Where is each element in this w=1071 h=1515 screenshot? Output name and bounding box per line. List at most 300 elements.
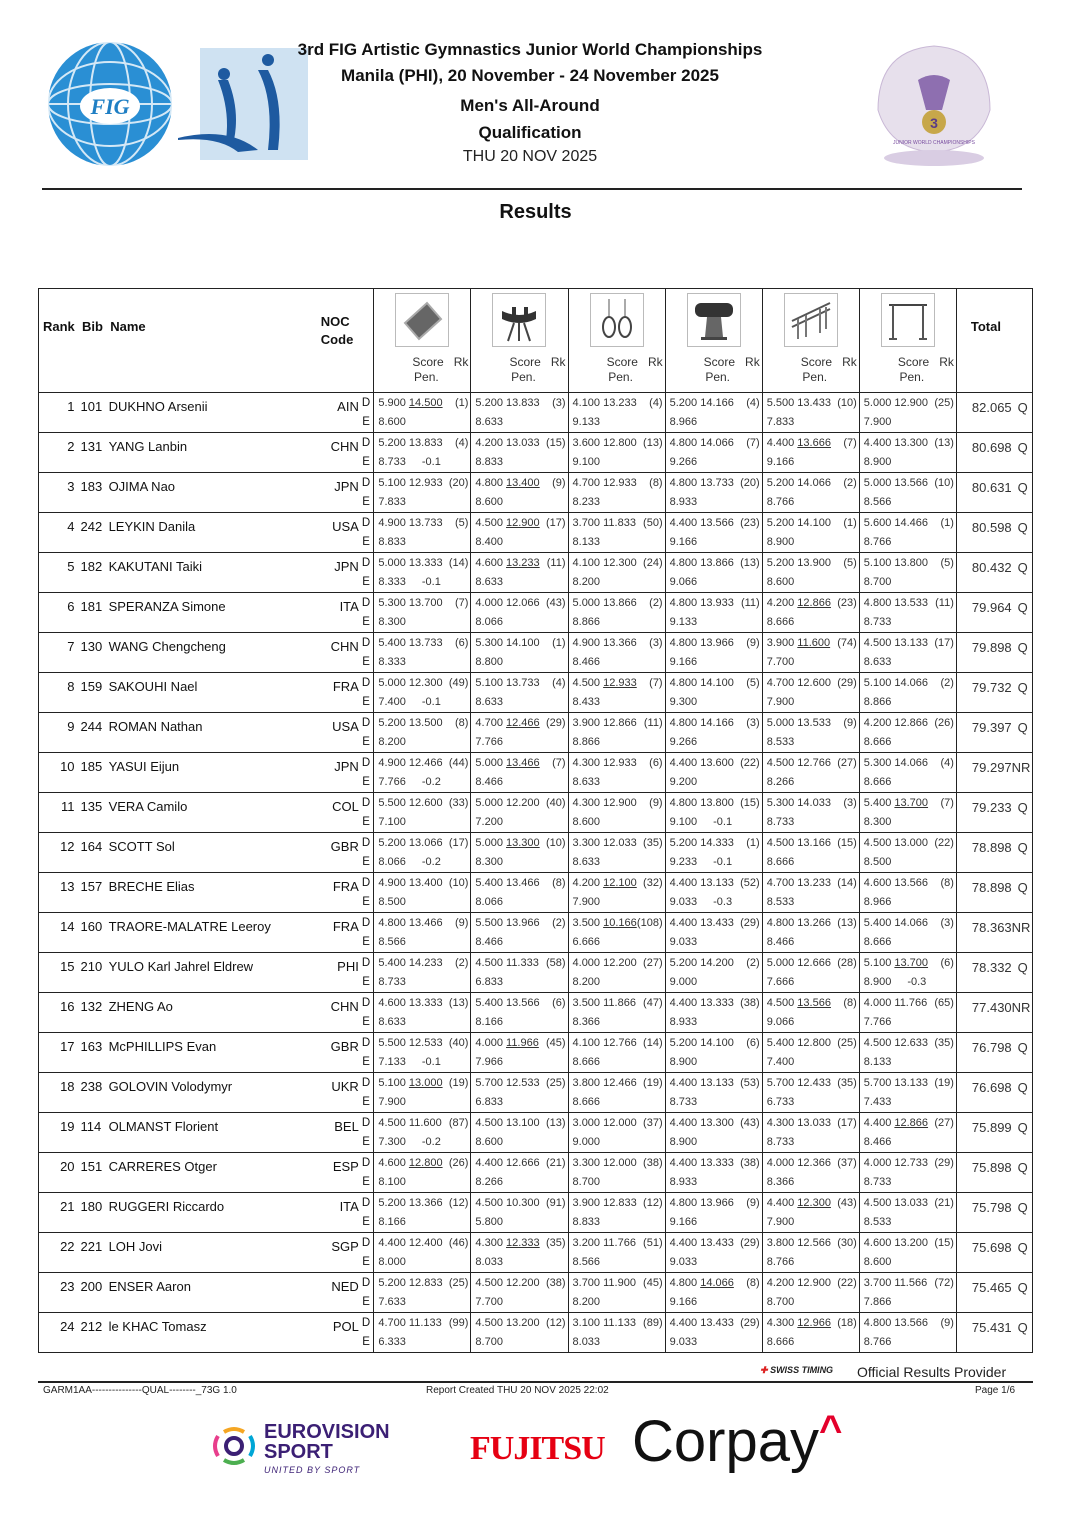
athlete-name: SAKOUHI Nael — [109, 673, 321, 713]
d-score: 4.000 — [475, 1037, 503, 1049]
floor-exercise-score-cell — [374, 1313, 471, 1353]
final-score: 13.033 — [894, 1197, 929, 1209]
e-score: 8.733 — [766, 816, 795, 828]
d-and-final — [864, 554, 928, 573]
d-score-line — [475, 634, 565, 653]
d-and-final — [573, 674, 637, 693]
e-score: 8.333 — [378, 656, 406, 668]
final-score: 14.066 — [700, 437, 734, 449]
d-label: D — [361, 1317, 371, 1329]
d-score-line — [767, 674, 857, 693]
e-score-line — [378, 653, 468, 672]
total-cell — [956, 793, 1032, 833]
apparatus-rank: (12) — [643, 1197, 663, 1209]
final-score: 12.933 — [603, 757, 637, 769]
apparatus-rank: (47) — [643, 997, 663, 1009]
total-score: 75.698 — [971, 1240, 1012, 1255]
apparatus-rank: (14) — [837, 877, 857, 889]
d-and-final — [864, 634, 928, 653]
e-label: E — [362, 976, 370, 988]
apparatus-rank: (13) — [740, 557, 760, 569]
bib-cell: 159 — [75, 673, 109, 713]
d-score-line — [475, 1114, 565, 1133]
still-rings-score-cell — [568, 1073, 665, 1113]
apparatus-rank: (8) — [454, 717, 469, 729]
floor-exercise-score-cell — [374, 1073, 471, 1113]
parallel-bars-score-cell — [762, 433, 859, 473]
e-score: 7.833 — [766, 416, 795, 428]
header-parallel-bars: Score Rk Pen. — [762, 289, 859, 393]
apparatus-rank: (3) — [746, 717, 760, 729]
athlete-name: ROMAN Nathan — [109, 713, 321, 753]
penalty: -0.3 — [713, 896, 733, 908]
total-score: 80.432 — [971, 560, 1012, 575]
e-score-line — [475, 893, 565, 912]
e-score-line — [864, 613, 954, 632]
final-score: 12.900 — [894, 397, 929, 409]
apparatus-rank: (32) — [643, 877, 663, 889]
horizontal-bar-score-cell — [859, 1153, 956, 1193]
e-score-line — [475, 773, 565, 792]
athlete-name: DUKHNO Arsenii — [109, 393, 321, 433]
e-score-line — [378, 493, 468, 512]
e-score: 8.633 — [475, 576, 503, 588]
noc-code: COL — [321, 793, 359, 833]
e-score-line — [670, 453, 760, 472]
d-score-line — [767, 594, 857, 613]
bib-cell: 181 — [75, 593, 109, 633]
apparatus-rank: (23) — [740, 517, 760, 529]
results-body — [39, 393, 1033, 1353]
e-score-line — [864, 1253, 954, 1272]
d-score-line — [475, 754, 565, 773]
floor-exercise-score-cell — [374, 433, 471, 473]
e-score-line — [767, 1093, 857, 1112]
table-row — [39, 553, 1033, 593]
table-row — [39, 473, 1033, 513]
d-score: 5.400 — [863, 917, 892, 929]
vault-score-cell — [665, 1153, 762, 1193]
official-provider-text: Official Results Provider — [857, 1364, 1007, 1380]
floor-exercise-score-cell — [374, 793, 471, 833]
apparatus-rank: (1) — [746, 837, 760, 849]
d-score: 4.400 — [669, 757, 698, 769]
floor-exercise-score-cell — [374, 1033, 471, 1073]
floor-exercise-score-cell — [374, 913, 471, 953]
e-score-line — [767, 1133, 857, 1152]
final-score-best: 12.800 — [408, 1157, 443, 1169]
d-e-labels — [359, 473, 374, 513]
parallel-bars-score-cell — [762, 593, 859, 633]
final-score: 13.900 — [797, 557, 831, 569]
still-rings-score-cell — [568, 1273, 665, 1313]
athlete-name: SPERANZA Simone — [109, 593, 321, 633]
pommel-horse-score-cell — [471, 393, 568, 433]
e-score: 8.300 — [378, 616, 406, 628]
apparatus-rank: (5) — [940, 557, 954, 569]
vault-score-cell — [665, 433, 762, 473]
e-score-line — [573, 573, 663, 592]
apparatus-rank: (27) — [934, 1117, 954, 1129]
d-and-final — [670, 394, 734, 413]
e-score: 7.900 — [378, 1096, 406, 1108]
d-score-line — [864, 1314, 954, 1333]
final-score-best: 11.966 — [506, 1037, 539, 1049]
d-score-line — [670, 1194, 760, 1213]
total-score: 75.898 — [971, 1160, 1012, 1175]
apparatus-rank: (7) — [454, 597, 469, 609]
d-score-line — [670, 514, 760, 533]
d-and-final — [475, 514, 539, 533]
e-label: E — [362, 1056, 370, 1068]
table-row — [39, 753, 1033, 793]
d-score: 4.200 — [863, 717, 892, 729]
d-and-final — [475, 754, 539, 773]
final-score: 12.433 — [797, 1077, 831, 1089]
d-score-line — [378, 834, 468, 853]
apparatus-rank: (9) — [746, 1197, 760, 1209]
apparatus-rank: (7) — [746, 437, 760, 449]
d-score: 5.300 — [863, 757, 892, 769]
d-score-line — [864, 554, 954, 573]
floor-exercise-score-cell — [374, 1233, 471, 1273]
total-cell — [956, 433, 1032, 473]
bib-cell: 160 — [75, 913, 109, 953]
total-cell — [956, 1273, 1032, 1313]
d-and-final — [378, 674, 442, 693]
final-score: 13.433 — [700, 1317, 734, 1329]
e-score: 8.566 — [378, 936, 406, 948]
final-score: 13.566 — [894, 877, 929, 889]
d-score: 4.500 — [475, 1317, 503, 1329]
apparatus-rank: (29) — [740, 917, 760, 929]
pommel-horse-score-cell — [471, 793, 568, 833]
d-score: 3.500 — [572, 997, 601, 1009]
d-and-final — [864, 794, 928, 813]
e-score-line — [475, 613, 565, 632]
d-and-final — [670, 1314, 734, 1333]
d-and-final — [670, 434, 734, 453]
e-score-line — [767, 1293, 857, 1312]
apparatus-rank: (28) — [837, 957, 857, 969]
e-score-line — [864, 1213, 954, 1232]
e-score-line — [378, 1333, 468, 1352]
e-score: 9.000 — [572, 1136, 601, 1148]
e-score-line — [475, 1333, 565, 1352]
d-label: D — [361, 437, 371, 449]
still-rings-score-cell — [568, 793, 665, 833]
rank-cell: 17 — [39, 1033, 75, 1073]
e-score: 8.833 — [572, 1216, 601, 1228]
total-score: 78.898 — [971, 840, 1012, 855]
d-score: 4.300 — [766, 1317, 795, 1329]
e-score-line — [670, 493, 760, 512]
d-score-line — [767, 474, 857, 493]
pommel-horse-score-cell — [471, 1073, 568, 1113]
d-and-final — [573, 554, 637, 573]
horizontal-bar-score-cell — [859, 1273, 956, 1313]
d-score: 4.500 — [475, 1197, 503, 1209]
parallel-bars-score-cell — [762, 833, 859, 873]
d-score: 5.200 — [669, 957, 698, 969]
d-and-final — [864, 434, 928, 453]
d-score-line — [475, 834, 565, 853]
apparatus-rank: (7) — [940, 797, 954, 809]
d-score: 5.000 — [863, 397, 892, 409]
final-score: 12.933 — [603, 477, 637, 489]
rank-cell: 19 — [39, 1113, 75, 1153]
final-score: 14.333 — [700, 837, 734, 849]
d-score-line — [475, 714, 565, 733]
d-score-line — [767, 834, 857, 853]
d-score: 5.200 — [766, 557, 795, 569]
e-score: 9.133 — [572, 416, 601, 428]
horizontal-bar-score-cell — [859, 433, 956, 473]
d-score: 5.700 — [766, 1077, 795, 1089]
final-score-best: 12.933 — [603, 677, 637, 689]
d-score-line — [573, 1074, 663, 1093]
parallel-bars-score-cell — [762, 1233, 859, 1273]
d-score-line — [767, 634, 857, 653]
apparatus-rank: (6) — [454, 637, 469, 649]
e-score: 8.900 — [669, 1056, 698, 1068]
e-score-line — [767, 693, 857, 712]
final-score: 13.500 — [408, 717, 443, 729]
d-and-final — [767, 1114, 831, 1133]
e-score-line — [573, 1093, 663, 1112]
e-score: 8.500 — [863, 856, 892, 868]
e-score: 9.166 — [766, 456, 795, 468]
d-e-labels — [359, 513, 374, 553]
rank-cell: 24 — [39, 1313, 75, 1353]
e-score-line — [767, 493, 857, 512]
vault-score-cell — [665, 1033, 762, 1073]
d-score-line — [573, 1114, 663, 1133]
total-score: 75.798 — [971, 1200, 1012, 1215]
e-score: 8.733 — [766, 1136, 795, 1148]
d-score-line — [864, 394, 954, 413]
bib-cell: 101 — [75, 393, 109, 433]
d-and-final — [475, 674, 539, 693]
event-phase: Qualification — [478, 123, 582, 142]
e-score: 6.833 — [475, 976, 503, 988]
athlete-name: RUGGERI Riccardo — [109, 1193, 321, 1233]
d-score: 3.700 — [572, 517, 601, 529]
d-and-final — [475, 714, 539, 733]
d-score-line — [670, 754, 760, 773]
rank-cell: 10 — [39, 753, 75, 793]
d-score-line — [378, 554, 468, 573]
e-score-line — [475, 1093, 565, 1112]
e-score: 7.966 — [475, 1056, 503, 1068]
qualification-status: Q — [1017, 720, 1028, 735]
apparatus-rank: (6) — [746, 1037, 760, 1049]
final-score: 13.333 — [700, 1157, 734, 1169]
d-score: 4.800 — [669, 437, 698, 449]
e-score-line — [475, 1293, 565, 1312]
d-and-final — [670, 794, 734, 813]
e-score: 8.400 — [475, 536, 503, 548]
apparatus-rank: (24) — [643, 557, 663, 569]
e-label: E — [362, 1256, 370, 1268]
vault-score-cell — [665, 1273, 762, 1313]
e-score: 8.266 — [475, 1176, 503, 1188]
e-score: 7.900 — [572, 896, 601, 908]
e-score: 8.933 — [669, 496, 698, 508]
d-e-labels — [359, 1193, 374, 1233]
final-score: 10.300 — [506, 1197, 540, 1209]
table-row — [39, 633, 1033, 673]
e-score-line — [475, 1013, 565, 1032]
d-score-line — [767, 1274, 857, 1293]
header-vault: Score Rk Pen. — [665, 289, 762, 393]
noc-code: GBR — [321, 1033, 359, 1073]
total-score: 80.631 — [971, 480, 1012, 495]
d-and-final — [864, 1194, 928, 1213]
apparatus-rank: (3) — [843, 797, 857, 809]
final-score: 13.966 — [700, 637, 734, 649]
floor-exercise-score-cell — [374, 633, 471, 673]
e-score-line — [670, 933, 760, 952]
apparatus-rank: (35) — [837, 1077, 857, 1089]
e-label: E — [362, 896, 370, 908]
d-score: 4.200 — [766, 597, 795, 609]
e-score: 8.533 — [766, 896, 795, 908]
d-and-final — [378, 834, 442, 853]
d-score: 5.100 — [863, 557, 892, 569]
apparatus-rank: (58) — [545, 957, 566, 969]
d-score-line — [767, 1034, 857, 1053]
apparatus-rank: (7) — [649, 677, 663, 689]
vault-score-cell — [665, 913, 762, 953]
d-and-final — [378, 954, 442, 973]
penalty: -0.1 — [421, 696, 441, 708]
d-score-line — [670, 434, 760, 453]
e-score-line — [573, 1133, 663, 1152]
d-and-final — [767, 514, 831, 533]
d-score: 4.400 — [669, 1157, 698, 1169]
rank-cell: 5 — [39, 553, 75, 593]
d-score-line — [670, 1234, 760, 1253]
horizontal-bar-score-cell — [859, 1233, 956, 1273]
e-label: E — [362, 416, 370, 428]
d-and-final — [670, 674, 734, 693]
rank-cell: 15 — [39, 953, 75, 993]
table-row — [39, 1233, 1033, 1273]
d-score: 5.500 — [378, 797, 406, 809]
e-score: 8.666 — [572, 1056, 601, 1068]
d-and-final — [573, 1034, 637, 1053]
qualification-status: Q — [1017, 880, 1028, 895]
e-score: 8.633 — [863, 656, 892, 668]
final-score: 12.933 — [408, 477, 443, 489]
qualification-status: Q — [1017, 1120, 1028, 1135]
pommel-horse-score-cell — [471, 553, 568, 593]
e-score-line — [670, 733, 760, 752]
horizontal-bar-icon — [881, 293, 935, 347]
d-score-line — [864, 1034, 954, 1053]
final-score: 12.300 — [408, 677, 443, 689]
total-cell — [956, 1153, 1032, 1193]
d-and-final — [864, 674, 928, 693]
final-score: 13.133 — [700, 877, 734, 889]
d-label: D — [361, 917, 371, 929]
e-score-line — [573, 1333, 663, 1352]
svg-text:JUNIOR WORLD CHAMPIONSHIPS: JUNIOR WORLD CHAMPIONSHIPS — [893, 140, 975, 146]
noc-code: FRA — [321, 913, 359, 953]
e-score-line — [378, 1253, 468, 1272]
e-label: E — [362, 696, 370, 708]
d-score: 5.000 — [378, 677, 406, 689]
final-score: 13.366 — [603, 637, 637, 649]
e-label: E — [362, 1136, 370, 1148]
apparatus-rank: (2) — [843, 477, 857, 489]
noc-code: FRA — [321, 873, 359, 913]
e-score-line — [670, 813, 760, 832]
still-rings-score-cell — [568, 673, 665, 713]
header-rank: Rank — [43, 319, 75, 334]
rank-cell: 9 — [39, 713, 75, 753]
d-score: 4.200 — [475, 437, 503, 449]
apparatus-rank: (15) — [545, 437, 566, 449]
athlete-name: SCOTT Sol — [109, 833, 321, 873]
e-score-line — [670, 693, 760, 712]
final-score-best: 13.300 — [506, 837, 540, 849]
d-and-final — [573, 834, 637, 853]
d-and-final — [767, 874, 831, 893]
table-row — [39, 1153, 1033, 1193]
d-and-final — [670, 914, 734, 933]
e-score-line — [864, 1053, 954, 1072]
total-score: 75.431 — [971, 1320, 1012, 1335]
rank-cell: 8 — [39, 673, 75, 713]
d-score-line — [573, 1034, 663, 1053]
still-rings-score-cell — [568, 433, 665, 473]
d-score: 4.400 — [669, 997, 698, 1009]
d-score-line — [378, 1194, 468, 1213]
total-score: 80.598 — [971, 520, 1012, 535]
d-score: 5.200 — [378, 1277, 406, 1289]
total-cell — [956, 393, 1032, 433]
vault-score-cell — [665, 633, 762, 673]
d-and-final — [378, 514, 442, 533]
still-rings-score-cell — [568, 593, 665, 633]
parallel-bars-score-cell — [762, 953, 859, 993]
d-score: 4.600 — [378, 1157, 406, 1169]
e-label: E — [362, 776, 370, 788]
still-rings-score-cell — [568, 873, 665, 913]
final-score-best: 14.066 — [700, 1277, 734, 1289]
apparatus-rank: (8) — [746, 1277, 760, 1289]
final-score: 13.833 — [506, 397, 540, 409]
apparatus-rank: (9) — [843, 717, 857, 729]
final-score: 13.033 — [797, 1117, 831, 1129]
d-and-final — [670, 634, 734, 653]
horizontal-bar-score-cell — [859, 953, 956, 993]
total-score: 78.898 — [971, 880, 1012, 895]
total-cell — [956, 1033, 1032, 1073]
e-score: 8.666 — [766, 1336, 795, 1348]
d-and-final — [670, 1274, 734, 1293]
apparatus-rank: (11) — [935, 597, 954, 609]
e-score: 6.833 — [475, 1096, 503, 1108]
qualification-status: Q — [1017, 1280, 1028, 1295]
horizontal-bar-score-cell — [859, 1193, 956, 1233]
d-score: 5.000 — [475, 797, 503, 809]
athlete-name: KAKUTANI Taiki — [109, 553, 321, 593]
apparatus-rank: (35) — [643, 837, 663, 849]
e-score-line — [573, 413, 663, 432]
